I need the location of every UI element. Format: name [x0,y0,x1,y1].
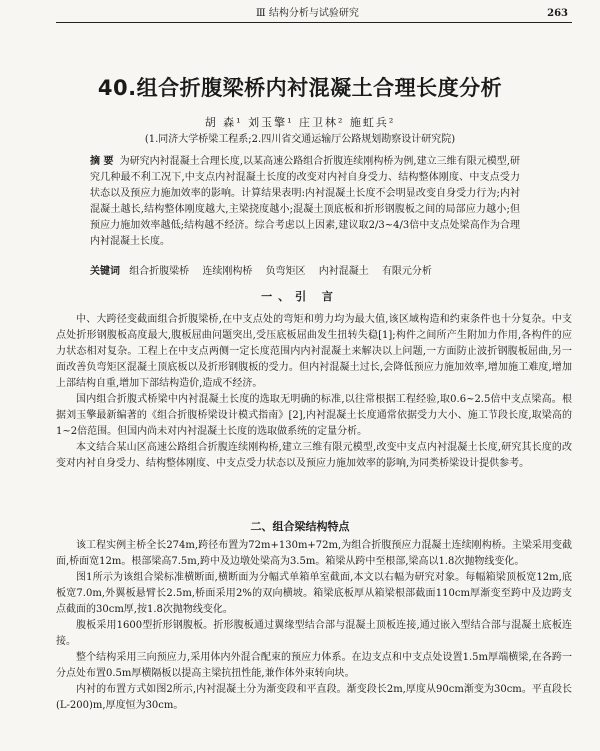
paragraph: 中、大跨径变截面组合折腹梁桥,在中支点处的弯矩和剪力均为最大值,该区域构造和约束条件也十分复杂。中支点处折形钢腹板高度最大,腹板屈曲问题突出,受压底板屈曲发生扭转失稳[1];构件之间所产生附加力作用,各构件的应力状态相对复杂。工程上在中支点两侧一定长度范围内内衬混凝土来解决以上问题,一方面防止波折钢腹板屈曲,另一面改善负弯矩区混凝土顶底板以及折形钢腹板的受力。但内衬混凝土过长,会降低预应力施加效率,增加施工难度,增加上部结构自重,增加下部结构造价,造成不经济。 [56,314,572,389]
paragraph: 本文结合某山区高速公路组合折腹连续刚构桥,建立三维有限元模型,改变中支点内衬混凝土长度,研究其长度的改变对内衬自身受力、结构整体刚度、中支点受力状态以及预应力施加效率的影响,为同类桥梁设计提供参考。 [56,442,572,469]
section-body-structure [56,538,572,714]
keyword: 组合折腹梁桥 [129,266,190,277]
abstract-label: 摘 要 [90,156,114,167]
section-heading-introduction: 一、引 言 [261,290,339,303]
paragraph: 国内组合折腹式桥梁中内衬混凝土长度的选取无明确的标准,以往常根据工程经验,取0.6~2.5倍中支点梁高。根据刘玉擎最新编著的《组合折腹桥梁设计模式指南》[2],内衬混凝土长度通常依据受力大小、施工节段长度,取梁高的1~2倍范围。但国内尚未对内衬混凝土长度的选取做系统的定量分析。 [56,394,572,437]
keywords-label: 关键词 [90,266,120,277]
keyword: 有限元分析 [381,266,432,277]
keyword: 负弯矩区 [265,266,306,277]
header-section-title: Ⅲ 结构分析与试验研究 [256,8,359,19]
section-body-introduction [56,312,572,472]
paragraph: 图1所示为该组合梁标准横断面,横断面为分幅式单箱单室截面,本文以右幅为研究对象。每幅箱梁顶板宽12m,底板宽7.0m,外翼板悬臂长2.5m,桥面采用2%的双向横坡。箱梁底板厚从箱梁根部截面110cm厚渐变至跨中及边跨支点截面的30cm厚,按1.8次抛物线变化。 [56,572,572,615]
paper-title: 40.组合折腹梁桥内衬混凝土合理长度分析 [97,76,503,100]
paragraph: 内衬的布置方式如图2所示,内衬混凝土分为渐变段和平直段。渐变段长2m,厚度从90cm渐变为30cm。平直段长(L-200)m,厚度恒为30cm。 [56,684,572,711]
paragraph: 该工程实例主桥全长274m,跨径布置为72m+130m+72m,为组合折腹预应力混凝土连续刚构桥。主梁采用变截面,桥面宽12m。根部梁高7.5m,跨中及边墩处梁高为3.5m。箱梁从跨中至根部,梁高以1.8次抛物线变化。 [56,540,572,567]
abstract-text: 为研究内衬混凝土合理长度,以某高速公路组合折腹连续刚构桥为例,建立三维有限元模型,研究几种最不利工况下,中支点内衬混凝土长度的改变对内衬自身受力、结构整体刚度、中支点受力状态以及预应力施加效率的影响。计算结果表明:内衬混凝土长度不会明显改变自身受力行为;内衬混凝土越长,结构整体刚度越大,主梁挠度越小;混凝土顶底板和折形钢腹板之间的局部应力越小;但预应力施加效率越低;结构越不经济。综合考虑以上因素,建议取2/3~4/3倍中支点处梁高作为合理内衬混凝土长度。 [90,156,521,247]
abstract [90,154,520,250]
keyword: 内衬混凝土 [318,266,369,277]
paragraph: 整个结构采用三向预应力,采用体内外混合配束的预应力体系。在边支点和中支点处设置1.5m厚端横梁,在各跨一分点处布置0.5m厚横隔板以提高主梁抗扭性能,兼作体外束转向块。 [56,652,572,679]
paper-affiliation: (1.同济大学桥梁工程系;2.四川省交通运输厅公路规划勘察设计研究院) [144,134,456,145]
keywords [90,264,520,280]
running-header [56,6,572,23]
keyword: 连续刚构桥 [202,266,253,277]
page-number: 263 [547,8,568,19]
section-heading-structure: 二、组合梁结构特点 [250,520,350,533]
paper-authors: 胡 森¹ 刘玉擎¹ 庄卫林² 施虹兵² [204,116,396,129]
paragraph: 腹板采用1600型折形钢腹板。折形腹板通过翼缘型结合部与混凝土顶板连接,通过嵌入型结合部与混凝土底板连接。 [56,620,572,647]
